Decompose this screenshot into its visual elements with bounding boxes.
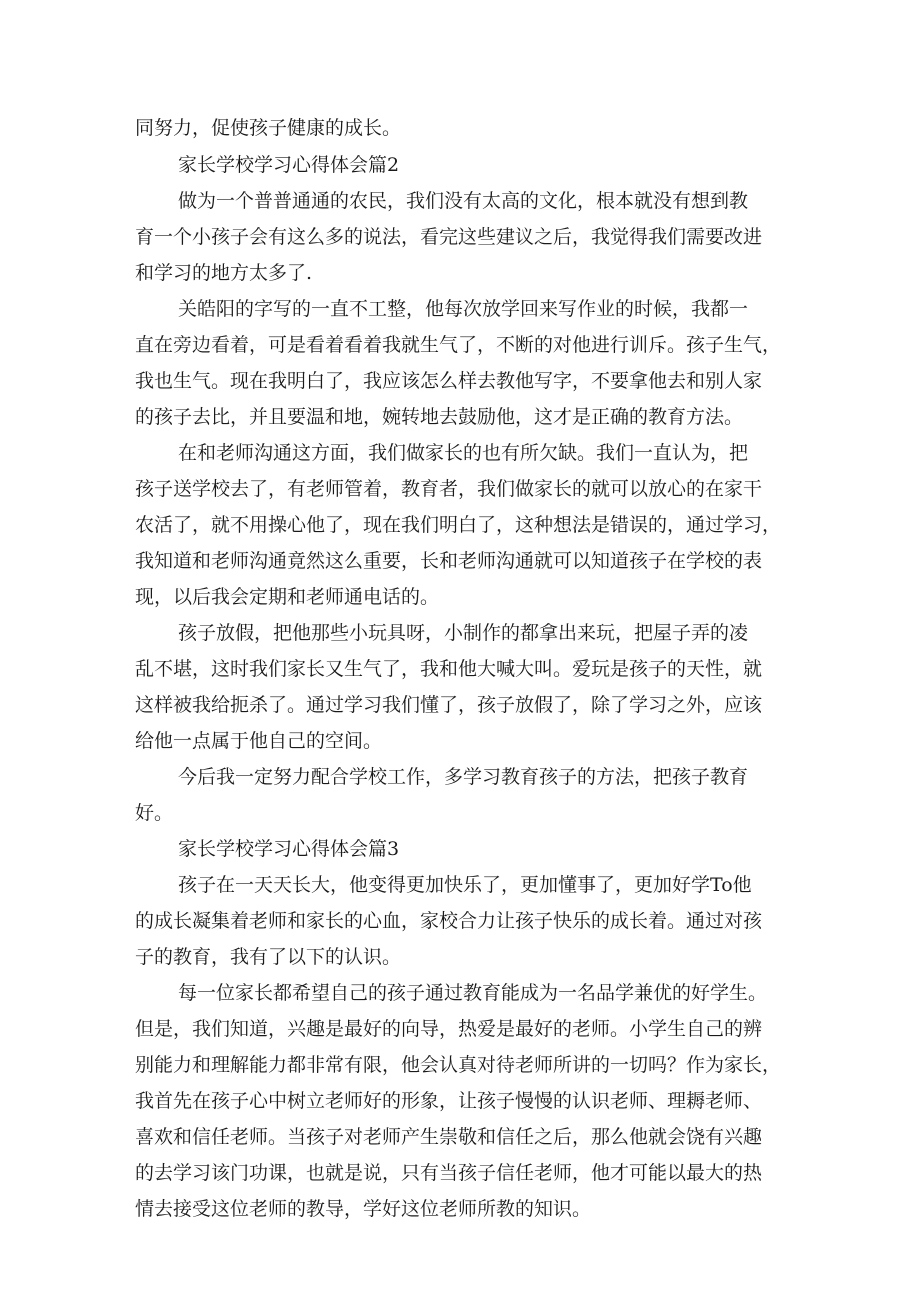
section-heading: 家长学校学习心得体会篇2 bbox=[178, 154, 400, 176]
text-line: 关皓阳的字写的一直不工整，他每次放学回来写作业的时候，我都一 bbox=[178, 298, 749, 320]
text-line: 在和老师沟通这方面，我们做家长的也有所欠缺。我们一直认为，把 bbox=[178, 442, 749, 464]
text-line: 子的教育，我有了以下的认识。 bbox=[135, 946, 402, 968]
text-line: 现，以后我会定期和老师通电话的。 bbox=[135, 586, 440, 608]
text-line: 乱不堪，这时我们家长又生气了，我和他大喊大叫。爱玩是孩子的天性，就 bbox=[135, 658, 763, 680]
text-line: 孩子在一天天长大，他变得更加快乐了，更加懂事了，更加好学To他 bbox=[178, 874, 752, 896]
text-line: 孩子放假，把他那些小玩具呀，小制作的都拿出来玩，把屋子弄的凌 bbox=[178, 622, 749, 644]
text-line: 这样被我给扼杀了。通过学习我们懂了，孩子放假了，除了学习之外，应该 bbox=[135, 694, 763, 716]
text-line: 和学习的地方太多了. bbox=[135, 262, 313, 284]
text-line: 每一位家长都希望自己的孩子通过教育能成为一名品学兼优的好学生。 bbox=[178, 982, 768, 1004]
text-line: 好。 bbox=[135, 802, 174, 824]
text-line: 但是，我们知道，兴趣是最好的向导，热爱是最好的老师。小学生自己的辨 bbox=[135, 1018, 763, 1040]
text-line: 喜欢和信任老师。当孩子对老师产生崇敬和信任之后，那么他就会饶有兴趣 bbox=[135, 1126, 763, 1148]
text-line: 我首先在孩子心中树立老师好的形象，让孩子慢慢的认识老师、理耨老师、 bbox=[135, 1090, 763, 1112]
text-line: 孩子送学校去了，有老师管着，教育者，我们做家长的就可以放心的在家干 bbox=[135, 478, 763, 500]
text-line: 我也生气。现在我明白了，我应该怎么样去教他写字，不要拿他去和别人家 bbox=[135, 370, 763, 392]
text-line: 的去学习该门功课，也就是说，只有当孩子信任老师，他才可能以最大的热 bbox=[135, 1162, 763, 1184]
text-line: 的孩子去比，并且要温和地，婉转地去鼓励他，这才是正确的教育方法。 bbox=[135, 406, 744, 428]
text-line: 情去接受这位老师的教导，学好这位老师所教的知识。 bbox=[135, 1198, 592, 1220]
text-line: 直在旁边看着，可是看着看着我就生气了，不断的对他进行训斥。孩子生气， bbox=[135, 334, 782, 356]
text-line: 给他一点属于他自己的空间。 bbox=[135, 730, 383, 752]
text-line: 育一个小孩子会有这么多的说法，看完这些建议之后，我觉得我们需要改进 bbox=[135, 226, 763, 248]
text-line: 农活了，就不用操心他了，现在我们明白了，这种想法是错误的，通过学习， bbox=[135, 514, 782, 536]
text-line: 做为一个普普通通的农民，我们没有太高的文化，根本就没有想到教 bbox=[178, 190, 749, 212]
text-line: 我知道和老师沟通竟然这么重要，长和老师沟通就可以知道孩子在学校的表 bbox=[135, 550, 763, 572]
text-line: 同努力，促使孩子健康的成长。 bbox=[135, 117, 402, 139]
section-heading: 家长学校学习心得体会篇3 bbox=[178, 838, 400, 860]
text-line: 的成长凝集着老师和家长的心血，家校合力让孩子快乐的成长着。通过对孩 bbox=[135, 910, 763, 932]
text-line: 今后我一定努力配合学校工作，多学习教育孩子的方法，把孩子教育 bbox=[178, 766, 749, 788]
text-line: 别能力和理解能力都非常有限，他会认真对待老师所讲的一切吗？作为家长， bbox=[135, 1054, 782, 1076]
